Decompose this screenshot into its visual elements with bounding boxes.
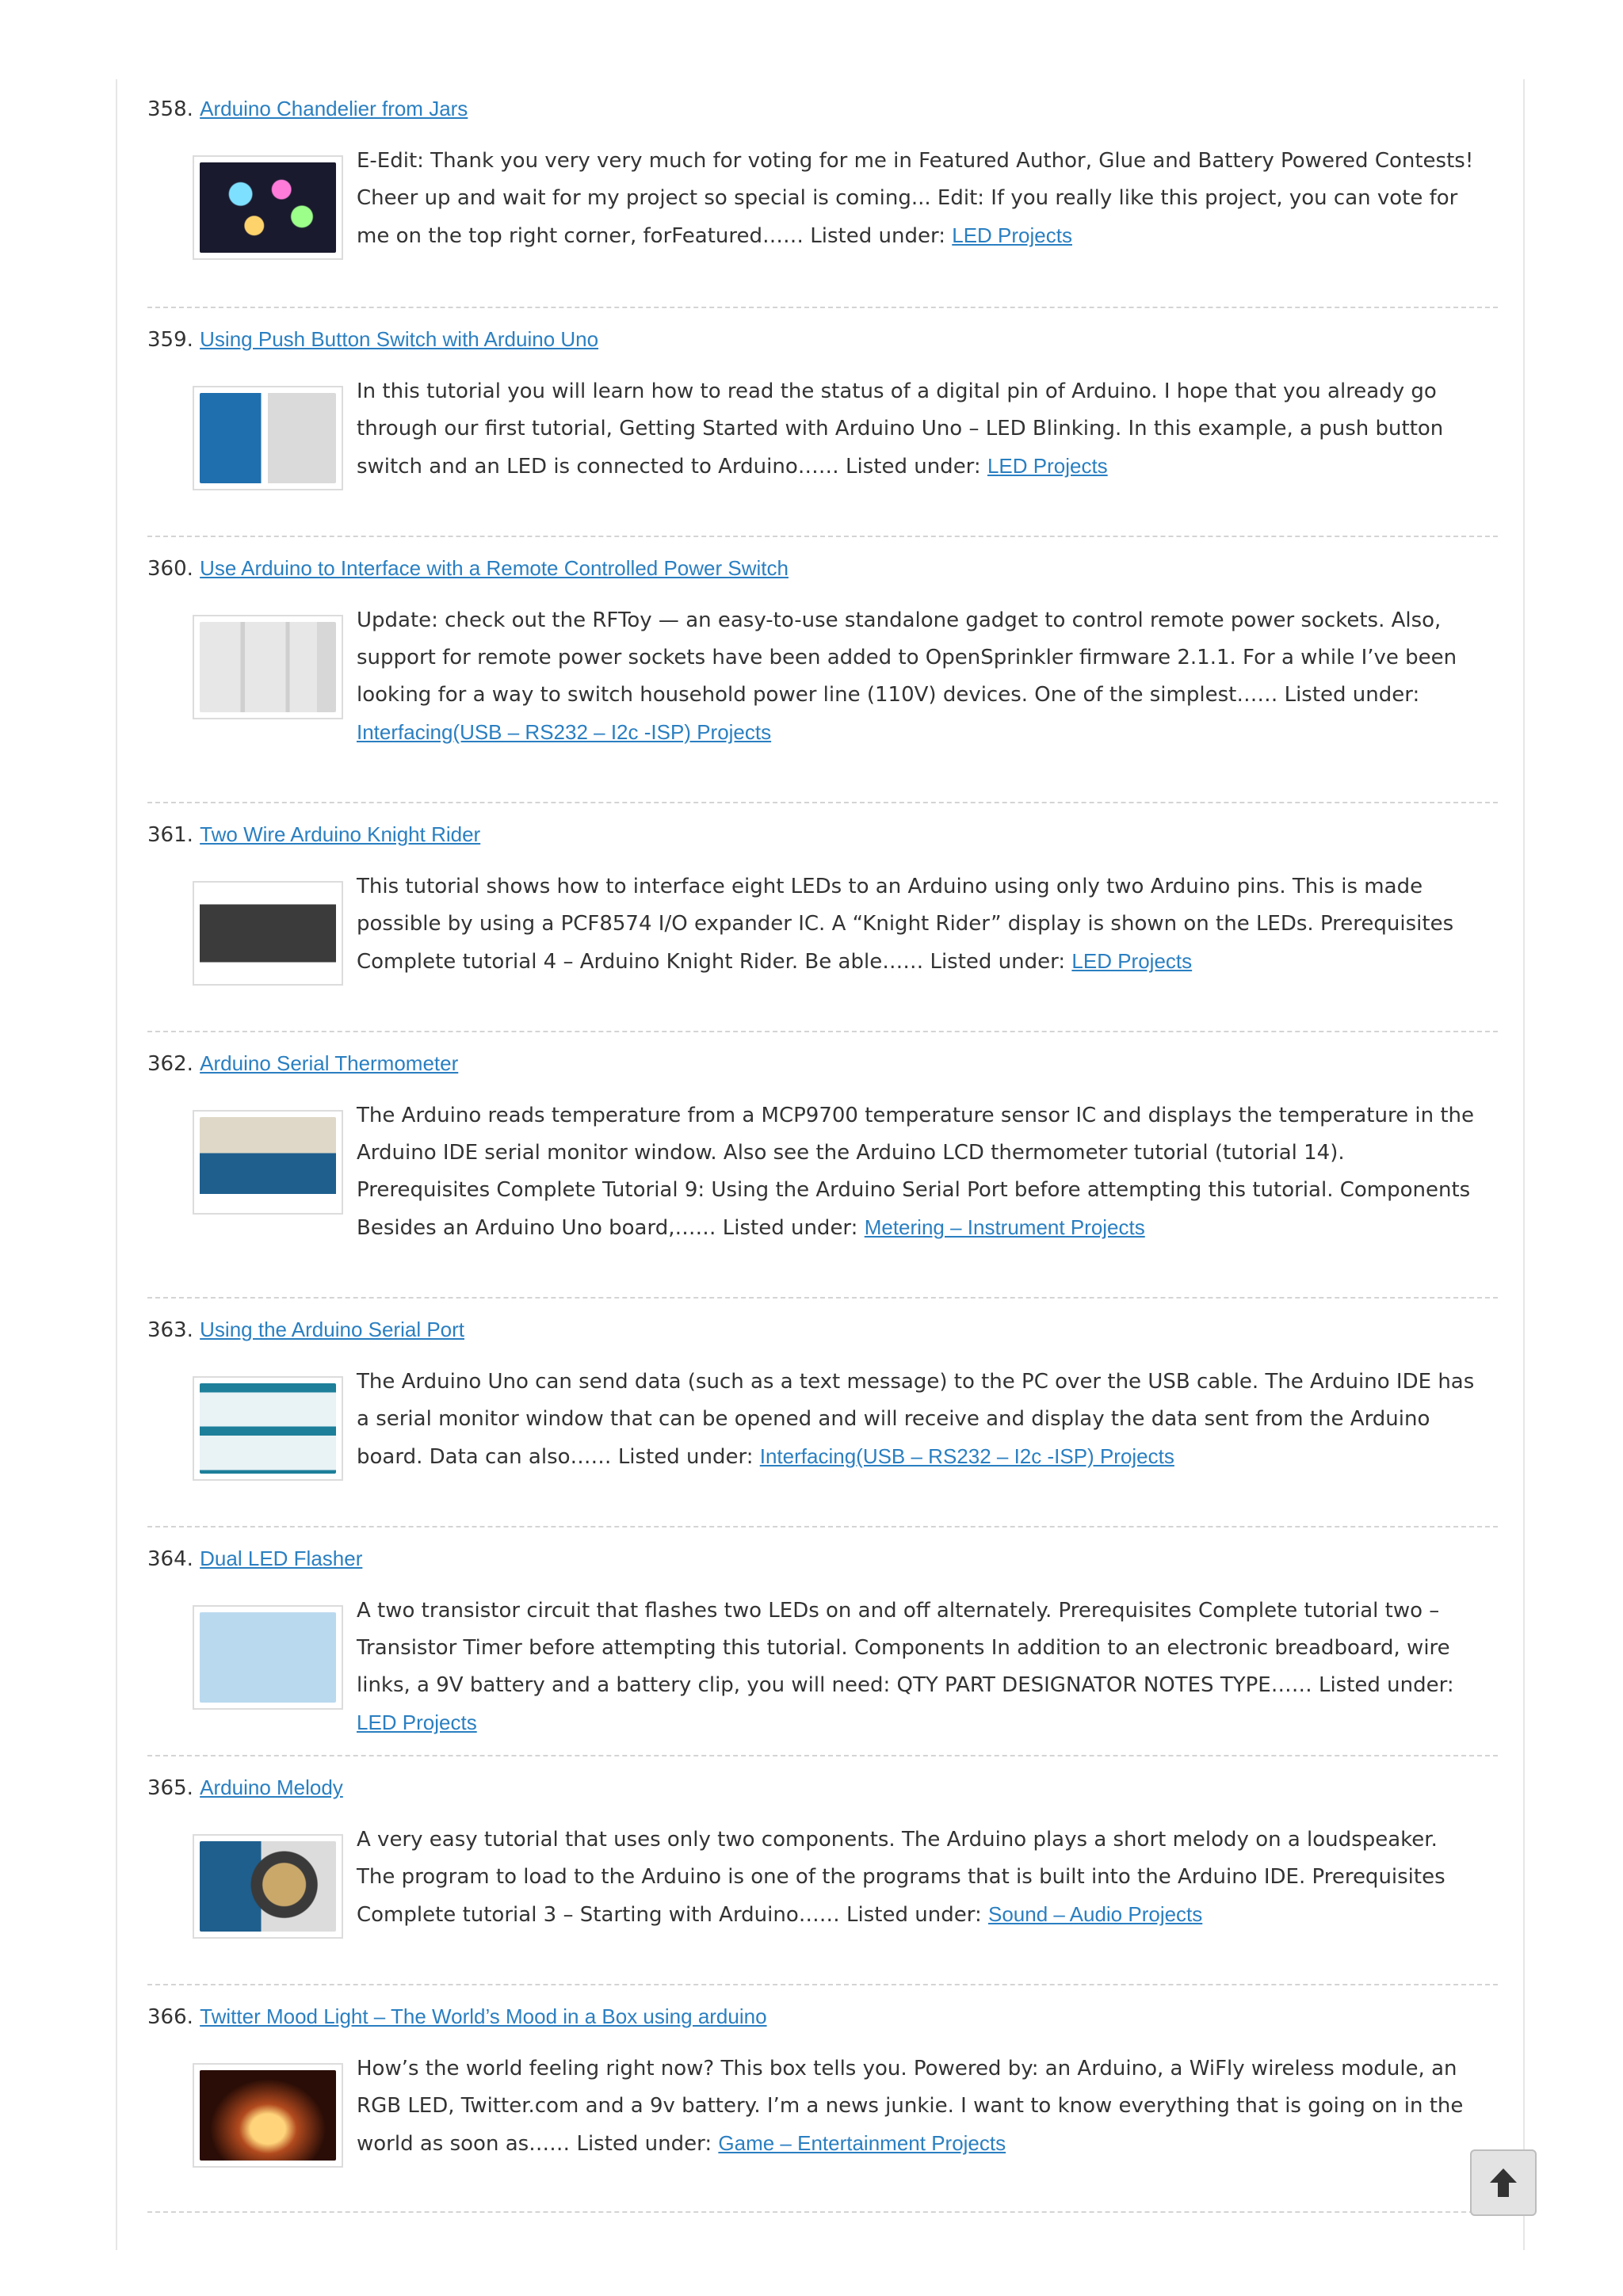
description-text: Update: check out the RFToy — an easy-to-use standalone gadget to control remote power sockets. Also, support for remote power sockets have been added to OpenSprinkler firmware 2.1.1. For a while I’ve been looking for a way to switch household power line (110V) devices. One of the simplest…… bbox=[357, 608, 1457, 707]
item-number: 360. bbox=[147, 557, 193, 581]
project-title-link[interactable]: Arduino Melody bbox=[200, 1775, 343, 1799]
project-thumbnail[interactable] bbox=[193, 2063, 343, 2168]
project-title-link[interactable]: Twitter Mood Light – The World’s Mood in a Box using arduino bbox=[200, 2004, 767, 2028]
project-thumbnail[interactable] bbox=[193, 615, 343, 719]
project-description bbox=[357, 1592, 1482, 1742]
project-thumbnail[interactable] bbox=[193, 155, 343, 260]
project-description bbox=[357, 373, 1482, 486]
listed-under-label: Listed under: bbox=[576, 2132, 712, 2156]
item-heading bbox=[147, 2003, 767, 2031]
project-thumbnail[interactable] bbox=[193, 881, 343, 986]
project-description bbox=[357, 1363, 1482, 1476]
category-link[interactable]: Interfacing(USB – RS232 – I2c -ISP) Projects bbox=[759, 1444, 1174, 1468]
list-item bbox=[147, 802, 1498, 1031]
item-number: 365. bbox=[147, 1776, 193, 1800]
project-description bbox=[357, 1821, 1482, 1934]
project-description bbox=[357, 602, 1482, 752]
category-link[interactable]: LED Projects bbox=[1071, 949, 1193, 973]
category-link[interactable]: Interfacing(USB – RS232 – I2c -ISP) Projects bbox=[357, 720, 772, 744]
project-description bbox=[357, 868, 1482, 981]
item-heading bbox=[147, 1545, 362, 1573]
item-number: 358. bbox=[147, 97, 193, 121]
list-item bbox=[147, 1297, 1498, 1526]
description-text: The Arduino Uno can send data (such as a text message) to the PC over the USB cable. The Arduino IDE has a serial monitor window that can be opened and will receive and display the data sent from the Arduino board. Data can also…… bbox=[357, 1370, 1475, 1469]
description-text: In this tutorial you will learn how to read the status of a digital pin of Arduino. I hope that you already go through our first tutorial, Getting Started with Arduino Uno – LED Blinking. In this example, a push button switch and an LED is connected to Arduino…… bbox=[357, 379, 1444, 479]
listed-under-label: Listed under: bbox=[930, 950, 1066, 974]
listed-under-label: Listed under: bbox=[1284, 683, 1420, 707]
list-item bbox=[147, 1755, 1498, 1984]
project-thumbnail[interactable] bbox=[193, 1110, 343, 1215]
project-thumbnail[interactable] bbox=[193, 1376, 343, 1481]
category-link[interactable]: Metering – Instrument Projects bbox=[864, 1215, 1145, 1239]
serial-monitor-screenshot bbox=[200, 1383, 336, 1474]
listed-under-label: Listed under: bbox=[617, 1445, 754, 1469]
project-title-link[interactable]: Two Wire Arduino Knight Rider bbox=[200, 822, 481, 846]
back-to-top-button[interactable] bbox=[1470, 2149, 1537, 2216]
item-heading bbox=[147, 555, 789, 582]
description-text: How’s the world feeling right now? This box tells you. Powered by: an Arduino, a WiFly wireless module, an RGB LED, Twitter.com and a 9v battery. I’m a news junkie. I want to know everything that is going on in the world as soon as…… bbox=[357, 2057, 1464, 2156]
project-title-link[interactable]: Use Arduino to Interface with a Remote Controlled Power Switch bbox=[200, 556, 789, 580]
project-description bbox=[357, 2050, 1482, 2163]
item-number: 363. bbox=[147, 1318, 193, 1342]
item-heading bbox=[147, 95, 468, 123]
list-item bbox=[147, 79, 1498, 307]
arduino-speaker-photo bbox=[200, 1841, 336, 1932]
list-item bbox=[147, 1984, 1498, 2213]
list-item bbox=[147, 536, 1498, 802]
project-thumbnail[interactable] bbox=[193, 386, 343, 490]
listed-under-label: Listed under: bbox=[846, 455, 981, 479]
list-item bbox=[147, 307, 1498, 536]
item-number: 361. bbox=[147, 823, 193, 847]
item-heading bbox=[147, 1316, 464, 1344]
project-title-link[interactable]: Arduino Serial Thermometer bbox=[200, 1051, 459, 1075]
category-link[interactable]: LED Projects bbox=[987, 454, 1108, 478]
item-heading bbox=[147, 326, 598, 353]
led-chandelier-photo bbox=[200, 162, 336, 253]
item-heading bbox=[147, 1774, 343, 1802]
power-sockets-photo bbox=[200, 622, 336, 712]
mood-light-box-photo bbox=[200, 2070, 336, 2161]
listed-under-label: Listed under: bbox=[722, 1216, 858, 1240]
list-item bbox=[147, 1031, 1498, 1297]
content-column bbox=[116, 79, 1525, 2250]
led-transistor-parts-photo bbox=[200, 1612, 336, 1703]
category-link[interactable]: LED Projects bbox=[952, 223, 1072, 247]
project-description bbox=[357, 1097, 1482, 1247]
description-text: A two transistor circuit that flashes two LEDs on and off alternately. Prerequisites Complete tutorial two – Transistor Timer before attempting this tutorial. Components In addition to an electronic breadboard, wire links, a 9V battery and a battery clip, you will need: QTY PART DESIGNATOR NOTES TYPE…… bbox=[357, 1599, 1450, 1697]
description-text: This tutorial shows how to interface eight LEDs to an Arduino using only two Arduino pins. This is made possible by using a PCF8574 I/O expander IC. A “Knight Rider” display is shown on the LEDs. Prerequisites Complete tutorial 4 – Arduino Knight Rider. Be able…… bbox=[357, 875, 1454, 974]
item-heading bbox=[147, 821, 480, 849]
listed-under-label: Listed under: bbox=[1318, 1673, 1454, 1697]
project-title-link[interactable]: Using Push Button Switch with Arduino Uno bbox=[200, 327, 599, 351]
listed-under-label: Listed under: bbox=[846, 1903, 982, 1927]
item-heading bbox=[147, 1050, 458, 1077]
project-description bbox=[357, 143, 1482, 255]
project-title-link[interactable]: Using the Arduino Serial Port bbox=[200, 1318, 465, 1341]
listed-under-label: Listed under: bbox=[810, 224, 945, 248]
item-number: 366. bbox=[147, 2005, 193, 2029]
category-link[interactable]: Sound – Audio Projects bbox=[987, 1902, 1203, 1926]
item-number: 364. bbox=[147, 1547, 193, 1571]
project-title-link[interactable]: Arduino Chandelier from Jars bbox=[200, 97, 468, 120]
project-thumbnail[interactable] bbox=[193, 1834, 343, 1939]
item-number: 359. bbox=[147, 328, 193, 352]
category-link[interactable]: Game – Entertainment Projects bbox=[718, 2131, 1006, 2155]
description-text: E-Edit: Thank you very very much for voting for me in Featured Author, Glue and Battery Powered Contests! Cheer up and wait for my project so special is coming... Edit: If you really like this project, you can vote for me on the top right corner, forFeatured…… bbox=[357, 149, 1474, 248]
description-text: A very easy tutorial that uses only two components. The Arduino plays a short melody on a loudspeaker. The program to load to the Arduino is one of the programs that is built into the Arduino IDE. Prerequisites Complete tutorial 3 – Starting with Arduino…… bbox=[357, 1828, 1445, 1927]
item-number: 362. bbox=[147, 1052, 193, 1076]
arduino-breadboard-photo bbox=[200, 393, 336, 483]
list-item bbox=[147, 1526, 1498, 1755]
project-list bbox=[147, 79, 1498, 2213]
knight-rider-board-photo bbox=[200, 888, 336, 978]
description-text: The Arduino reads temperature from a MCP9700 temperature sensor IC and displays the temperature in the Arduino IDE serial monitor window. Also see the Arduino LCD thermometer tutorial (tutorial 14). Prerequisites Complete Tutorial 9: Using the Arduino Serial Port before attempting this tutorial. Components Besides an Arduino Uno board,…… bbox=[357, 1104, 1474, 1240]
category-link[interactable]: LED Projects bbox=[357, 1711, 477, 1734]
arrow-up-icon bbox=[1487, 2166, 1519, 2199]
thermometer-circuit-photo bbox=[200, 1117, 336, 1207]
project-title-link[interactable]: Dual LED Flasher bbox=[200, 1547, 363, 1570]
project-thumbnail[interactable] bbox=[193, 1605, 343, 1710]
